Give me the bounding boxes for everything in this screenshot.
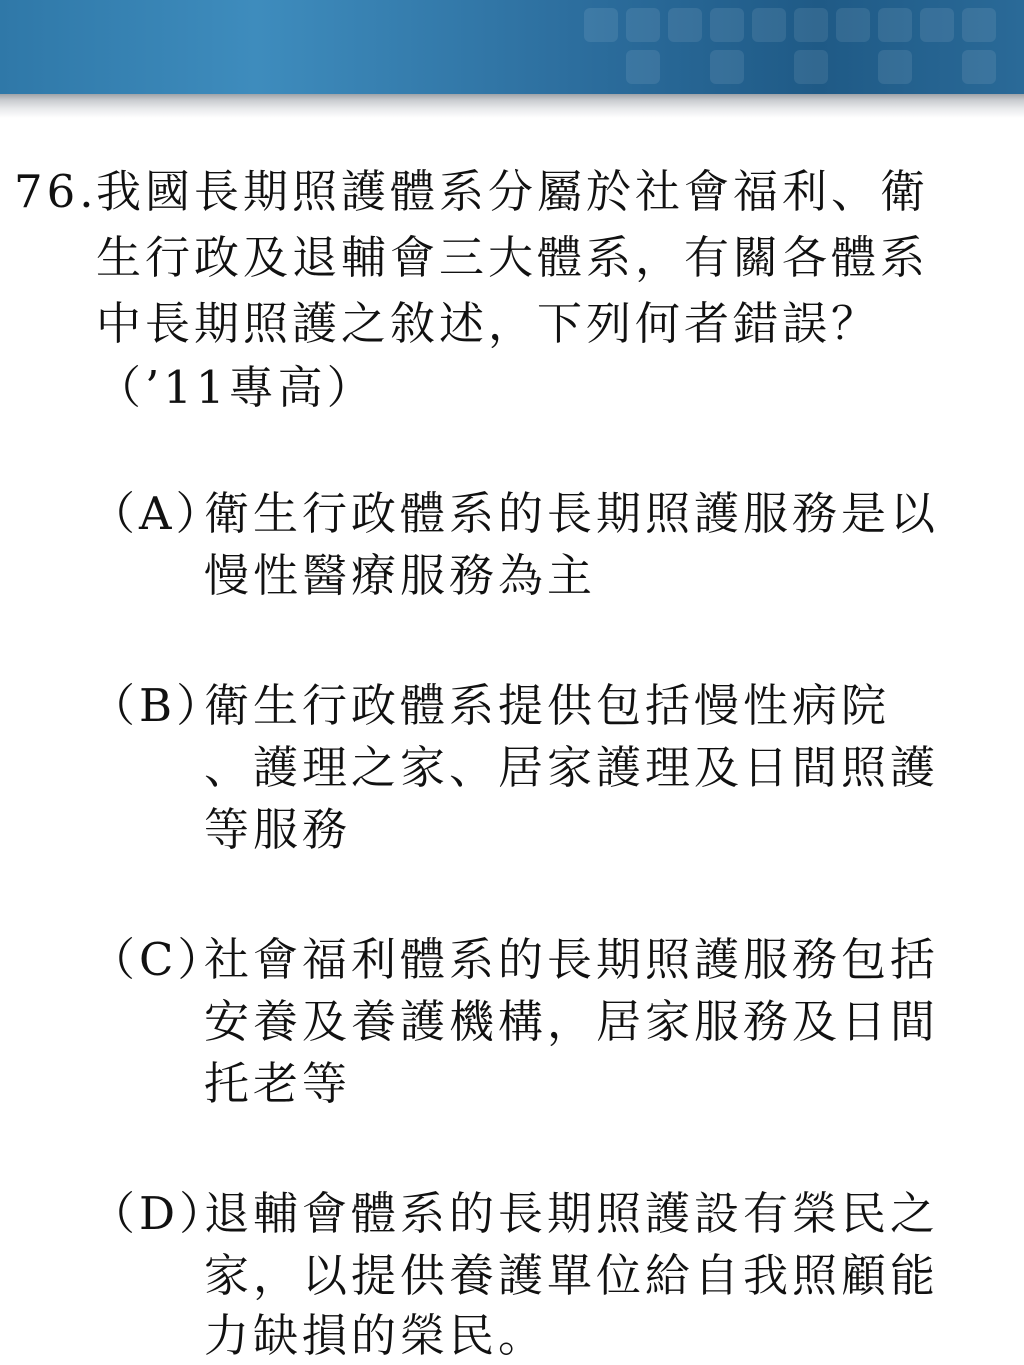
- option-b-line-1: 衛生行政體系提供包括慢性病院: [204, 679, 891, 732]
- header-banner: [0, 0, 1024, 94]
- option-c-label: （C）: [90, 933, 227, 986]
- option-b-line-3: 等服務: [204, 803, 352, 856]
- option-c-line-1: 社會福利體系的長期照護服務包括: [204, 933, 940, 986]
- option-a-line-1: 衛生行政體系的長期照護服務是以: [204, 487, 940, 540]
- banner-tile-pattern: [564, 0, 1024, 94]
- option-b-line-2: 、護理之家、居家護理及日間照護: [204, 741, 940, 794]
- option-b-label: （B）: [90, 679, 226, 732]
- question-text-line-3: 中長期照護之敘述，下列何者錯誤？: [96, 297, 881, 350]
- option-c-line-2: 安養及養護機構，居家服務及日間: [204, 995, 940, 1048]
- header-shadow: [0, 94, 1024, 118]
- option-a-label: （A）: [90, 487, 225, 540]
- option-a-line-2: 慢性醫療服務為主: [204, 549, 597, 602]
- option-d-line-2: 家，以提供養護單位給自我照顧能: [204, 1249, 940, 1302]
- option-d-label: （D）: [90, 1187, 229, 1240]
- option-d-line-3: 力缺損的榮民。: [204, 1309, 548, 1362]
- option-c-line-3: 托老等: [204, 1057, 352, 1110]
- question-text-line-2: 生行政及退輔會三大體系，有關各體系: [96, 231, 930, 284]
- option-d-line-1: 退輔會體系的長期照護設有榮民之: [204, 1187, 940, 1240]
- question-source-tag: （’11專高）: [96, 361, 376, 414]
- question-number: 76.: [14, 165, 98, 218]
- question-text-line-1: 我國長期照護體系分屬於社會福利、衛: [96, 165, 930, 218]
